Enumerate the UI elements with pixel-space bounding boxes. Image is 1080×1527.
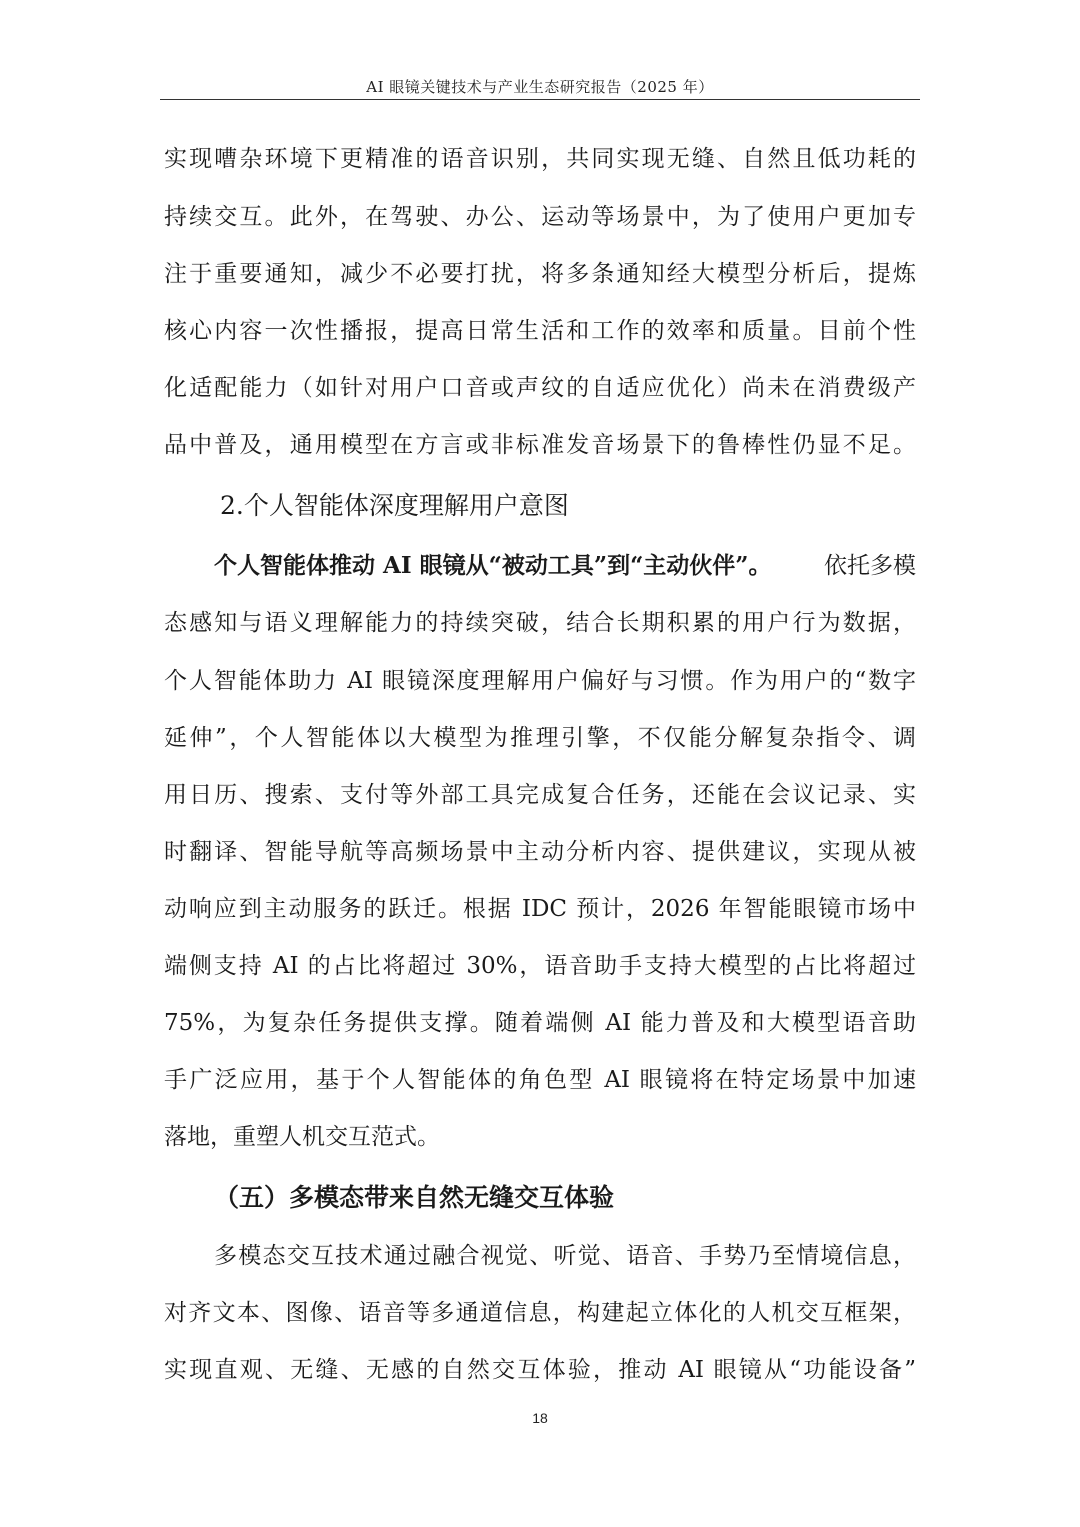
- paragraph-line: 75%，为复杂任务提供支撑。随着端侧 AI 能力普及和大模型语音助: [164, 1010, 916, 1036]
- paragraph-line: 个人智能体助力 AI 眼镜深度理解用户偏好与习惯。作为用户的“数字: [164, 668, 916, 694]
- paragraph-line: 态感知与语义理解能力的持续突破，结合长期积累的用户行为数据，: [164, 610, 916, 636]
- paragraph-line: 多模态交互技术通过融合视觉、听觉、语音、手势乃至情境信息，: [214, 1243, 916, 1269]
- section-heading: （五）多模态带来自然无缝交互体验: [214, 1183, 615, 1212]
- paragraph-line: 端侧支持 AI 的占比将超过 30%，语音助手支持大模型的占比将超过: [164, 953, 916, 979]
- paragraph-line: 动响应到主动服务的跃迁。根据 IDC 预计，2026 年智能眼镜市场中: [164, 896, 916, 922]
- header-rule: [160, 99, 920, 100]
- paragraph-line: 品中普及，通用模型在方言或非标准发音场景下的鲁棒性仍显不足。: [164, 432, 916, 458]
- paragraph-line: 时翻译、智能导航等高频场景中主动分析内容、提供建议，实现从被: [164, 839, 916, 865]
- paragraph-line: 手广泛应用，基于个人智能体的角色型 AI 眼镜将在特定场景中加速: [164, 1067, 916, 1093]
- paragraph-line: 落地，重塑人机交互范式。: [164, 1124, 440, 1150]
- paragraph-line: 核心内容一次性播报，提高日常生活和工作的效率和质量。目前个性: [164, 318, 916, 344]
- running-header: AI 眼镜关键技术与产业生态研究报告（2025 年）: [366, 78, 714, 96]
- lead-sentence: 个人智能体推动 AI 眼镜从“被动工具”到“主动伙伴”。: [214, 552, 772, 579]
- paragraph-line: 持续交互。此外，在驾驶、办公、运动等场景中，为了使用户更加专: [164, 204, 916, 230]
- paragraph-line: 注于重要通知，减少不必要打扰，将多条通知经大模型分析后，提炼: [164, 261, 916, 287]
- section-heading: 2.个人智能体深度理解用户意图: [220, 491, 569, 520]
- page-number: 18: [532, 1410, 548, 1426]
- lead-sentence-rest: 依托多模: [824, 553, 916, 579]
- paragraph-line: 延伸”，个人智能体以大模型为推理引擎，不仅能分解复杂指令、调: [164, 725, 916, 751]
- paragraph-line: 用日历、搜索、支付等外部工具完成复合任务，还能在会议记录、实: [164, 782, 916, 808]
- paragraph-line: 对齐文本、图像、语音等多通道信息，构建起立体化的人机交互框架，: [164, 1300, 916, 1326]
- paragraph-line: 实现直观、无缝、无感的自然交互体验，推动 AI 眼镜从“功能设备”: [164, 1357, 916, 1383]
- paragraph-line: 化适配能力（如针对用户口音或声纹的自适应优化）尚未在消费级产: [164, 375, 916, 401]
- paragraph-line: 实现嘈杂环境下更精准的语音识别，共同实现无缝、自然且低功耗的: [164, 146, 916, 172]
- paragraph-line: [214, 551, 916, 581]
